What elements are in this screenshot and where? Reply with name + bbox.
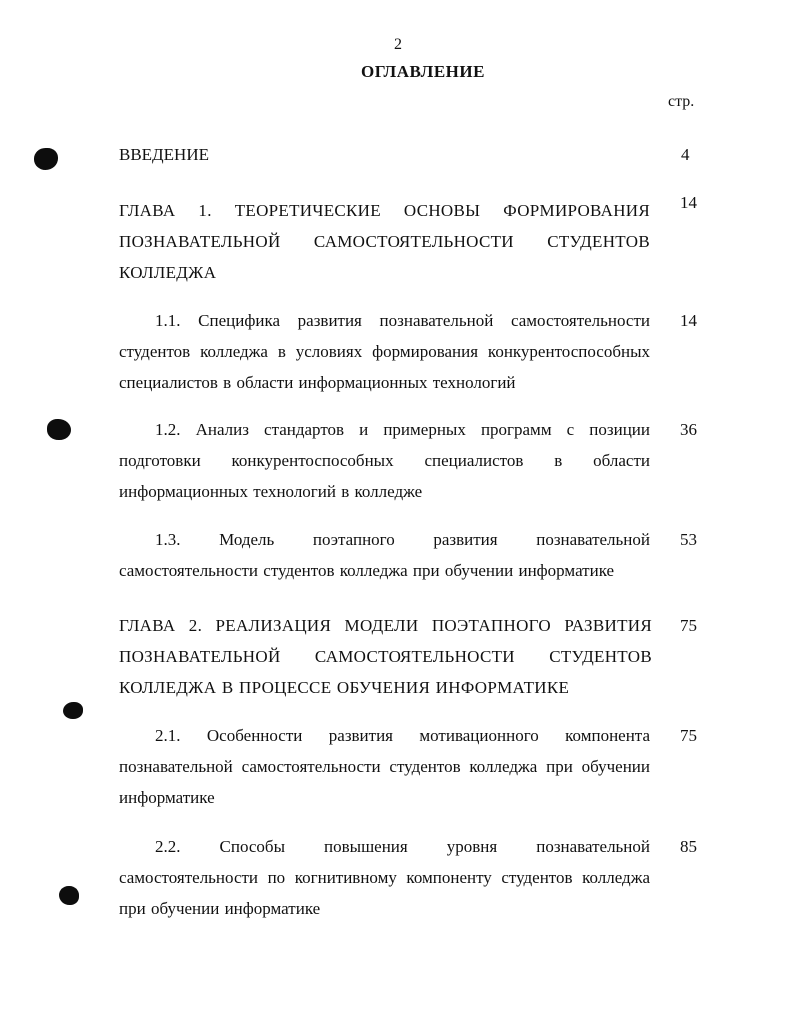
scan-hole-blot xyxy=(47,419,71,440)
toc-entry-text: ГЛАВА 2. РЕАЛИЗАЦИЯ МОДЕЛИ ПОЭТАПНОГО РАЗВИТИЯ ПОЗНАВАТЕЛЬНОЙ САМОСТОЯТЕЛЬНОСТИ СТУДЕНТОВ КОЛЛЕДЖА В ПРОЦЕССЕ ОБУЧЕНИЯ ИНФОРМАТИКЕ xyxy=(119,616,652,697)
scan-hole-blot xyxy=(59,886,79,905)
toc-entry-text: 1.1. Специфика развития познавательной самостоятельности студентов колледжа в условиях формирования конкурентоспособных специалистов в области информационных технологий xyxy=(119,311,650,392)
toc-title: ОГЛАВЛЕНИЕ xyxy=(361,62,485,81)
toc-entry-section-1-2 xyxy=(119,414,699,509)
toc-entry-page: 85 xyxy=(680,837,697,856)
scan-hole-blot xyxy=(63,702,83,719)
page-number: 2 xyxy=(394,36,402,53)
toc-entry-section-1-1 xyxy=(119,305,699,400)
toc-entry-page: 14 xyxy=(680,311,697,330)
toc-entry-page: 75 xyxy=(680,726,697,745)
toc-entry-text: ГЛАВА 1. ТЕОРЕТИЧЕСКИЕ ОСНОВЫ ФОРМИРОВАНИЯ ПОЗНАВАТЕЛЬНОЙ САМОСТОЯТЕЛЬНОСТИ СТУДЕНТОВ КОЛЛЕДЖА xyxy=(119,201,650,282)
toc-entry-page: 14 xyxy=(680,193,697,212)
toc-entry-text: 2.2. Способы повышения уровня познавательной самостоятельности по когнитивному компоненту студентов колледжа при обучении информатике xyxy=(119,837,650,918)
toc-entry-page: 75 xyxy=(680,616,697,635)
page-column-label: стр. xyxy=(668,93,695,110)
scan-hole-blot xyxy=(34,148,58,170)
toc-entry-introduction xyxy=(119,139,694,170)
toc-entry-page: 4 xyxy=(681,145,690,164)
toc-entry-page: 53 xyxy=(680,530,697,549)
toc-entry-section-2-2 xyxy=(119,831,699,926)
toc-entry-text: ВВЕДЕНИЕ xyxy=(119,145,209,164)
toc-entry-text: 2.1. Особенности развития мотивационного компонента познавательной самостоятельности студентов колледжа при обучении информатике xyxy=(119,726,650,807)
toc-entry-text: 1.2. Анализ стандартов и примерных программ с позиции подготовки конкурентоспособных специалистов в области информационных технологий в колледже xyxy=(119,420,650,501)
toc-entry-text: 1.3. Модель поэтапного развития познавательной самостоятельности студентов колледжа при обучении информатике xyxy=(119,530,650,580)
toc-entry-chapter-1 xyxy=(119,195,699,290)
toc-entry-page: 36 xyxy=(680,420,697,439)
toc-entry-chapter-2 xyxy=(119,610,699,705)
toc-entry-section-1-3 xyxy=(119,524,699,588)
toc-entry-section-2-1 xyxy=(119,720,699,815)
